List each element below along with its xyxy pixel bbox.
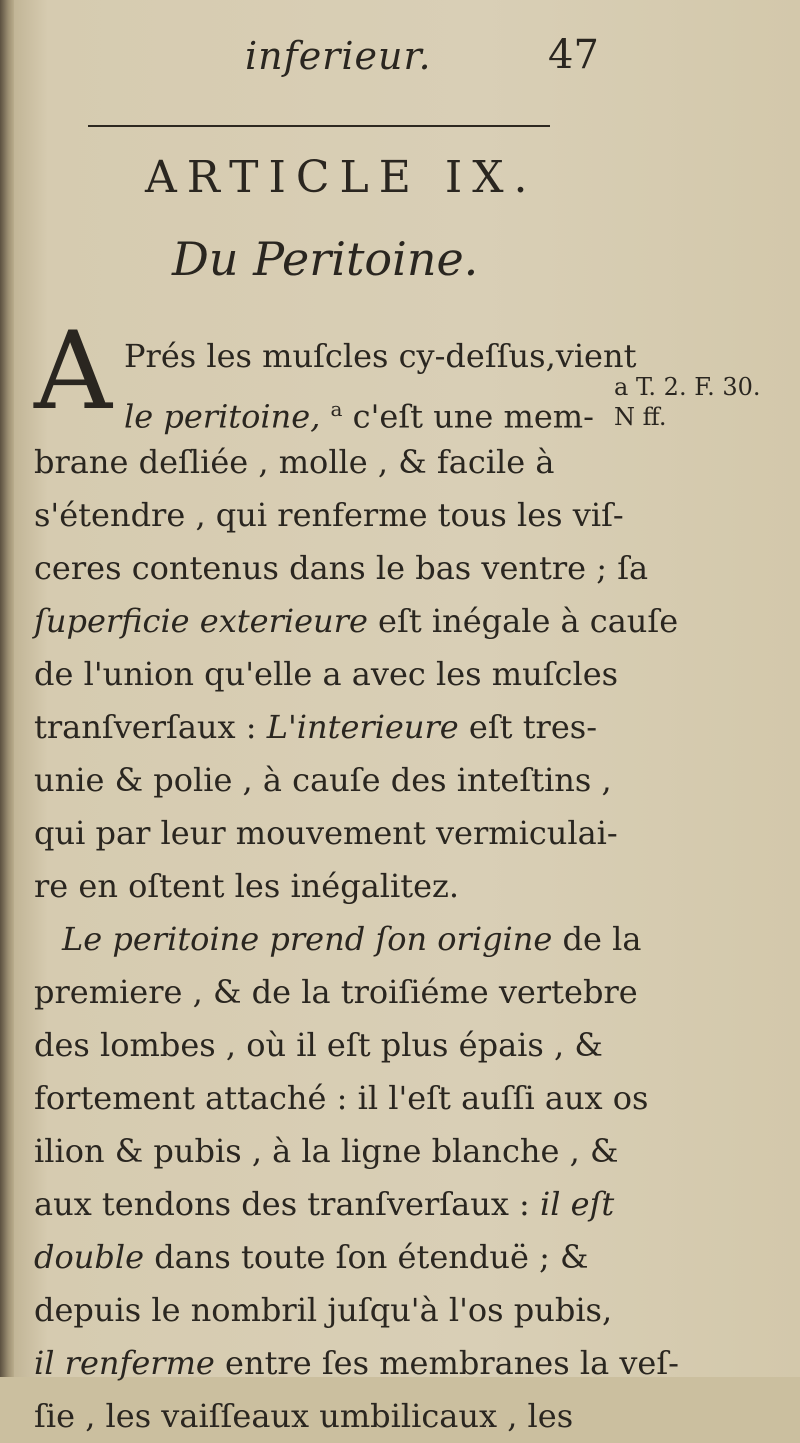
running-head: inferieur. — [245, 34, 432, 78]
text-line — [34, 648, 619, 701]
text-span: des lombes , où il eſt plus épais , & — [34, 1026, 603, 1064]
text-line — [34, 1390, 614, 1443]
text-line — [34, 701, 614, 754]
article-subtitle: Du Peritoine. — [172, 232, 479, 286]
text-span: de l'union qu'elle a avec les muſcles — [34, 655, 619, 693]
binding-gutter — [0, 0, 14, 1377]
text-line — [34, 1178, 614, 1231]
text-line — [34, 913, 642, 966]
page-header — [0, 30, 800, 90]
text-span: c'eſt une mem- — [342, 397, 594, 436]
text-span: unie & polie , à cauſe des inteſtins , — [34, 761, 612, 799]
text-line — [34, 807, 618, 860]
text-span: fortement attaché : il l'eſt auſſi aux os — [34, 1079, 649, 1117]
text-line — [34, 542, 649, 595]
text-span: Prés les muſcles cy-deſſus,vient — [124, 337, 637, 375]
margin-note-line: N ff. — [614, 403, 667, 431]
text-line — [34, 1125, 619, 1178]
text-line — [34, 1337, 679, 1390]
text-line — [34, 330, 637, 383]
text-span: ſie , les vaiſſeaux umbilicaux , les — [34, 1397, 574, 1435]
text-span: s'étendre , qui renferme tous les viſ- — [34, 496, 624, 534]
text-span: tranſverſaux : — [34, 708, 267, 746]
drop-capital: A — [34, 309, 112, 434]
text-span: de la — [552, 920, 642, 958]
text-line — [34, 1072, 649, 1125]
text-span: il eſt — [539, 1185, 615, 1223]
article-title: ARTICLE IX. — [145, 152, 538, 203]
page-number: 47 — [548, 32, 599, 78]
text-span: re en oſtent les inégalitez. — [34, 867, 460, 905]
margin-note-line: a T. 2. F. 30. — [614, 373, 761, 401]
text-line — [34, 1231, 614, 1284]
text-span: ilion & pubis , à la ligne blanche , & — [34, 1132, 619, 1170]
note-marker: a — [330, 397, 343, 421]
text-span: premiere , & de la troiſiéme vertebre — [34, 973, 638, 1011]
header-rule — [88, 125, 550, 127]
text-line — [34, 966, 638, 1019]
text-span: il renferme — [34, 1344, 215, 1382]
text-line — [34, 860, 614, 913]
margin-note — [614, 372, 794, 432]
text-span: le peritoine, — [124, 397, 321, 436]
text-line — [34, 383, 614, 436]
text-span: entre ſes membranes la veſ- — [214, 1344, 679, 1382]
text-span: eſt inégale à cauſe — [367, 602, 679, 640]
text-span: aux tendons des tranſverſaux : — [34, 1185, 540, 1223]
text-span: Le peritoine prend ſon origine — [62, 920, 553, 958]
text-span: qui par leur mouvement vermiculai- — [34, 814, 618, 852]
text-span: depuis le nombril juſqu'à l'os pubis, — [34, 1291, 613, 1329]
text-span: L'interieure — [266, 708, 459, 746]
text-span: eſt tres- — [458, 708, 598, 746]
text-line — [34, 436, 614, 489]
text-line — [34, 1284, 614, 1337]
text-line — [34, 754, 614, 807]
text-span: brane deſliée , molle , & facile à — [34, 443, 555, 481]
text-line — [34, 595, 679, 648]
text-span: dans toute ſon étenduë ; & — [144, 1238, 589, 1276]
text-span: ſuperficie exterieure — [34, 602, 368, 640]
text-span: double — [34, 1238, 145, 1276]
text-span: ceres contenus dans le bas ventre ; ſa — [34, 549, 649, 587]
text-line — [34, 1019, 614, 1072]
text-line — [34, 489, 624, 542]
